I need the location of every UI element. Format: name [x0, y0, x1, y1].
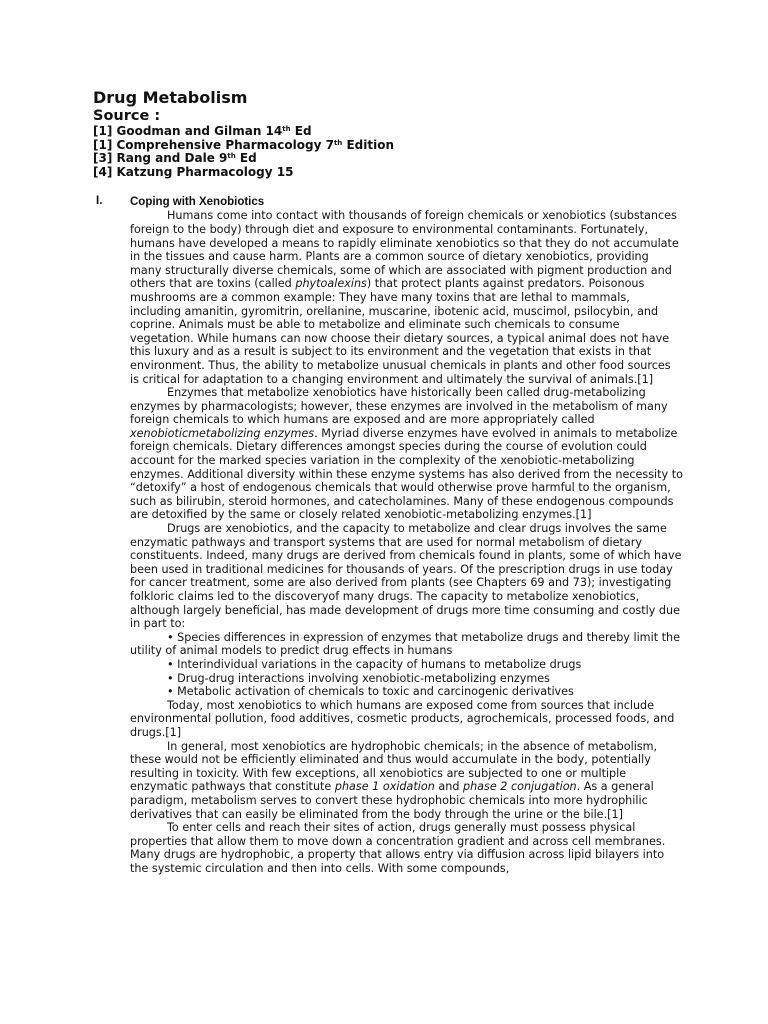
source-item: [1] Comprehensive Pharmacology 7th Edition: [93, 137, 394, 152]
paragraph: Today, most xenobiotics to which humans are exposed come from sources that include environmental pollution, food additives, cosmetic products, agrochemicals, processed foods, and drugs.[1]: [130, 698, 675, 739]
source-label: Source :: [93, 108, 161, 124]
paragraph: Humans come into contact with thousands of foreign chemicals or xenobiotics (substances foreign to the body) through diet and exposure to environmental contaminants. Fortunately, humans have developed a means to rapidly eliminate xenobiotics so that they do not accumulate in the tissues and cause harm. Plants are a common source of dietary xenobiotics, providing many structurally diverse chemicals, some of which are associated with pigment production and others that are toxins (called phytoalexins) that protect plants against predators. Poisonous mushrooms are a common example: They have many toxins that are lethal to mammals, including amanitin, gyromitrin, orellanine, muscarine, ibotenic acid, muscimol, psilocybin, and coprine. Animals must be able to metabolize and eliminate such chemicals to consume vegetation. While humans can now choose their dietary sources, a typical animal does not have this luxury and as a result is subject to its environment and the vegetation that exists in that environment. Thus, the ability to metabolize unusual chemicals in plants and other food sources is critical for adaptation to a changing environment and ultimately the survival of animals.[1]: [130, 209, 679, 386]
section-heading: Coping with Xenobiotics: [130, 196, 265, 209]
emphasis-text: phase 2 conjugation: [462, 780, 577, 794]
section-body: [130, 209, 683, 875]
bullet-item: • Species differences in expression of enzymes that metabolize drugs and thereby limit the utility of animal models to predict drug effects in humans: [130, 630, 680, 658]
source-item: [3] Rang and Dale 9th Ed: [93, 151, 257, 166]
paragraph: In general, most xenobiotics are hydrophobic chemicals; in the absence of metabolism, these would not be efficiently eliminated and thus would accumulate in the body, potentially resulting in toxicity. With few exceptions, all xenobiotics are subjected to one or multiple enzymatic pathways that constitute phase 1 oxidation and phase 2 conjugation. As a general paradigm, metabolism serves to convert these hydrophobic chemicals into more hydrophilic derivatives that can easily be eliminated from the body through the urine or the bile.[1]: [130, 739, 658, 821]
bullet-item: • Interindividual variations in the capacity of humans to metabolize drugs: [167, 657, 582, 671]
source-item: [4] Katzung Pharmacology 15: [93, 164, 294, 179]
emphasis-text: xenobioticmetabolizing enzymes: [130, 426, 315, 440]
section-coping-with-xenobiotics: [93, 195, 683, 875]
document-page: [93, 88, 683, 875]
paragraph: Enzymes that metabolize xenobiotics have historically been called drug-metabolizing enzymes by pharmacologists; however, these enzymes are involved in the metabolism of many foreign chemicals to which humans are exposed and are more appropriately called xenobioticmetabolizing enzymes. Myriad diverse enzymes have evolved in animals to metabolize foreign chemicals. Dietary differences amongst species during the course of evolution could account for the marked species variation in the complexity of the xenobiotic-metabolizing enzymes. Additional diversity within these enzyme systems has also derived from the necessity to “detoxify” a host of endogenous chemicals that would otherwise prove harmful to the organism, such as bilirubin, steroid hormones, and catecholamines. Many of these endogenous compounds are detoxified by the same or closely related xenobiotic-metabolizing enzymes.[1]: [130, 386, 683, 522]
section-number: I.: [96, 195, 103, 208]
paragraph: Drugs are xenobiotics, and the capacity to metabolize and clear drugs involves the same enzymatic pathways and transport systems that are used for normal metabolism of dietary constituents. Indeed, many drugs are derived from chemicals found in plants, some of which have been used in traditional medicines for thousands of years. Of the prescription drugs in use today for cancer treatment, some are also derived from plants (see Chapters 69 and 73); investigating folkloric claims led to the discoveryof many drugs. The capacity to metabolize xenobiotics, although largely beneficial, has made development of drugs more time consuming and costly due in part to:: [130, 522, 682, 631]
emphasis-text: phytoalexins: [295, 277, 367, 291]
document-title: Drug Metabolism: [93, 88, 248, 107]
bullet-item: • Drug-drug interactions involving xenobiotic-metabolizing enzymes: [167, 671, 551, 685]
bullet-item: • Metabolic activation of chemicals to toxic and carcinogenic derivatives: [167, 685, 574, 699]
source-item: [1] Goodman and Gilman 14th Ed: [93, 124, 312, 138]
emphasis-text: phase 1 oxidation: [334, 780, 435, 794]
paragraph: To enter cells and reach their sites of action, drugs generally must possess physical properties that allow them to move down a concentration gradient and across cell membranes. Many drugs are hydrophobic, a property that allows entry via diffusion across lipid bilayers into the systemic circulation and then into cells. With some compounds,: [130, 821, 666, 875]
source-list: [93, 125, 683, 179]
